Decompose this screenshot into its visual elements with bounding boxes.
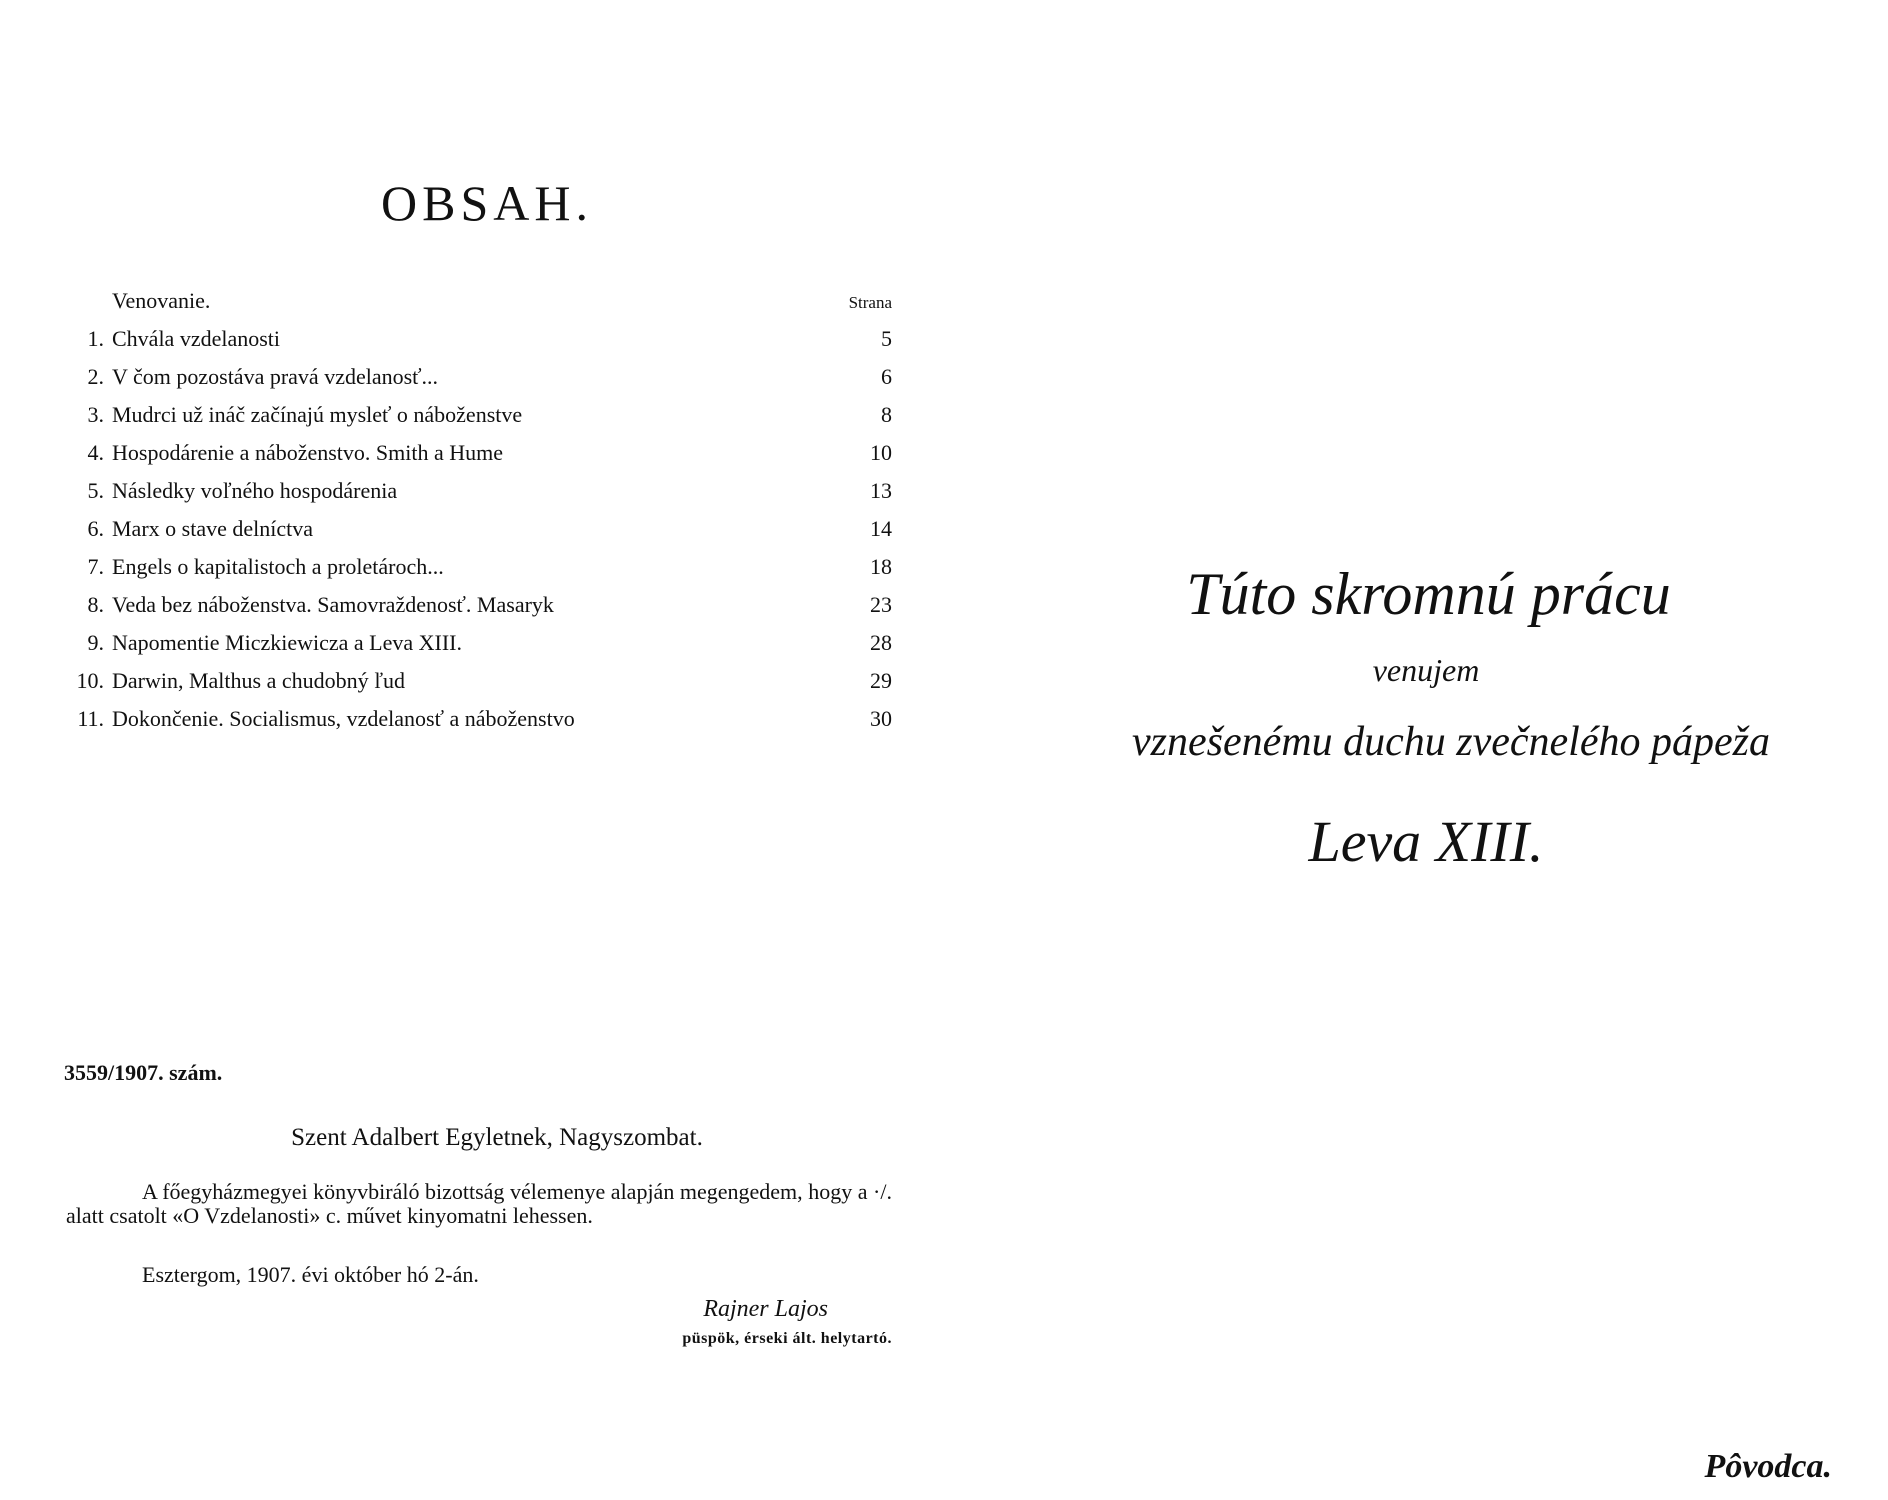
dedication-author: Pôvodca.: [1704, 1448, 1832, 1485]
toc-entry: [62, 358, 892, 396]
toc-label: V čom pozostáva pravá vzdelanosť...: [112, 364, 439, 389]
toc-page: 6: [881, 364, 892, 389]
imprimatur-signature-title: püspök, érseki ált. helytartó.: [682, 1330, 892, 1347]
toc-num: 7.: [87, 554, 104, 579]
toc-label: Následky voľného hospodárenia: [112, 478, 398, 503]
dedication-line-2: venujem: [1372, 652, 1480, 688]
toc-page: 5: [881, 326, 892, 351]
imprimatur-place-date: Esztergom, 1907. évi október hó 2-án.: [142, 1262, 479, 1287]
toc-label: Veda bez náboženstva. Samovraždenosť. Masaryk: [112, 592, 554, 617]
toc-num: 5.: [87, 478, 104, 503]
toc-page: 13: [870, 478, 892, 503]
toc-label: Napomentie Miczkiewicza a Leva XIII.: [112, 630, 462, 655]
toc-page: 10: [870, 440, 892, 465]
toc-label: Chvála vzdelanosti: [112, 326, 281, 351]
toc-page-header: Strana: [848, 293, 892, 312]
dedication-line-3: vznešenému duchu zvečnelého pápeža: [1132, 719, 1770, 765]
toc-label: Mudrci už ináč začínajú mysleť o náboženstve: [112, 402, 523, 427]
toc-num: 1.: [87, 326, 104, 351]
toc-dedication-label: Venovanie.: [112, 288, 211, 313]
toc-num: 11.: [77, 706, 104, 731]
toc-page: 29: [870, 668, 892, 693]
toc-page: 8: [881, 402, 892, 427]
dedication-line-1: Túto skromnú prácu: [1186, 561, 1671, 627]
toc-title: OBSAH.: [381, 175, 593, 231]
toc-label: Dokončenie. Socialismus, vzdelanosť a náboženstvo: [112, 706, 575, 731]
toc-page: 18: [870, 554, 892, 579]
toc-entry: [62, 586, 892, 624]
toc-label: Darwin, Malthus a chudobný ľud: [112, 668, 406, 693]
imprimatur-number: 3559/1907. szám.: [64, 1060, 223, 1085]
imprimatur-addressee: Szent Adalbert Egyletnek, Nagyszombat.: [291, 1124, 703, 1151]
toc-num: 8.: [87, 592, 104, 617]
toc-num: 10.: [76, 668, 104, 693]
toc-entry: [62, 510, 892, 548]
toc-entry: [62, 472, 892, 510]
toc-page: 23: [870, 592, 892, 617]
imprimatur-body-text: A főegyházmegyei könyvbiráló bizottság vélemenye alapján megengedem, hogy a ·/. alatt csatolt «O Vzdelanosti» c. művet kinyomatni lehessen.: [66, 1179, 892, 1228]
toc-label: Marx o stave delníctva: [112, 516, 313, 541]
imprimatur-body: [66, 1180, 892, 1228]
toc-num: 9.: [87, 630, 104, 655]
table-of-contents: [62, 282, 892, 738]
toc-num: 3.: [87, 402, 104, 427]
toc-label: Engels o kapitalistoch a proletároch...: [112, 554, 444, 579]
imprimatur-signature: Rajner Lajos: [703, 1296, 828, 1322]
toc-entry: [62, 320, 892, 358]
toc-num: 2.: [87, 364, 104, 389]
toc-entry: [62, 700, 892, 738]
right-page: [944, 0, 1888, 1500]
toc-page: 30: [870, 706, 892, 731]
toc-header-row: [62, 282, 892, 320]
toc-label: Hospodárenie a náboženstvo. Smith a Hume: [112, 440, 504, 465]
toc-page: 28: [870, 630, 892, 655]
toc-entry: [62, 396, 892, 434]
toc-entry: [62, 434, 892, 472]
dedication-line-4: Leva XIII.: [1308, 809, 1544, 874]
toc-entry: [62, 662, 892, 700]
toc-entry: [62, 548, 892, 586]
toc-page: 14: [870, 516, 892, 541]
toc-num: 4.: [87, 440, 104, 465]
toc-num: 6.: [87, 516, 104, 541]
toc-entry: [62, 624, 892, 662]
